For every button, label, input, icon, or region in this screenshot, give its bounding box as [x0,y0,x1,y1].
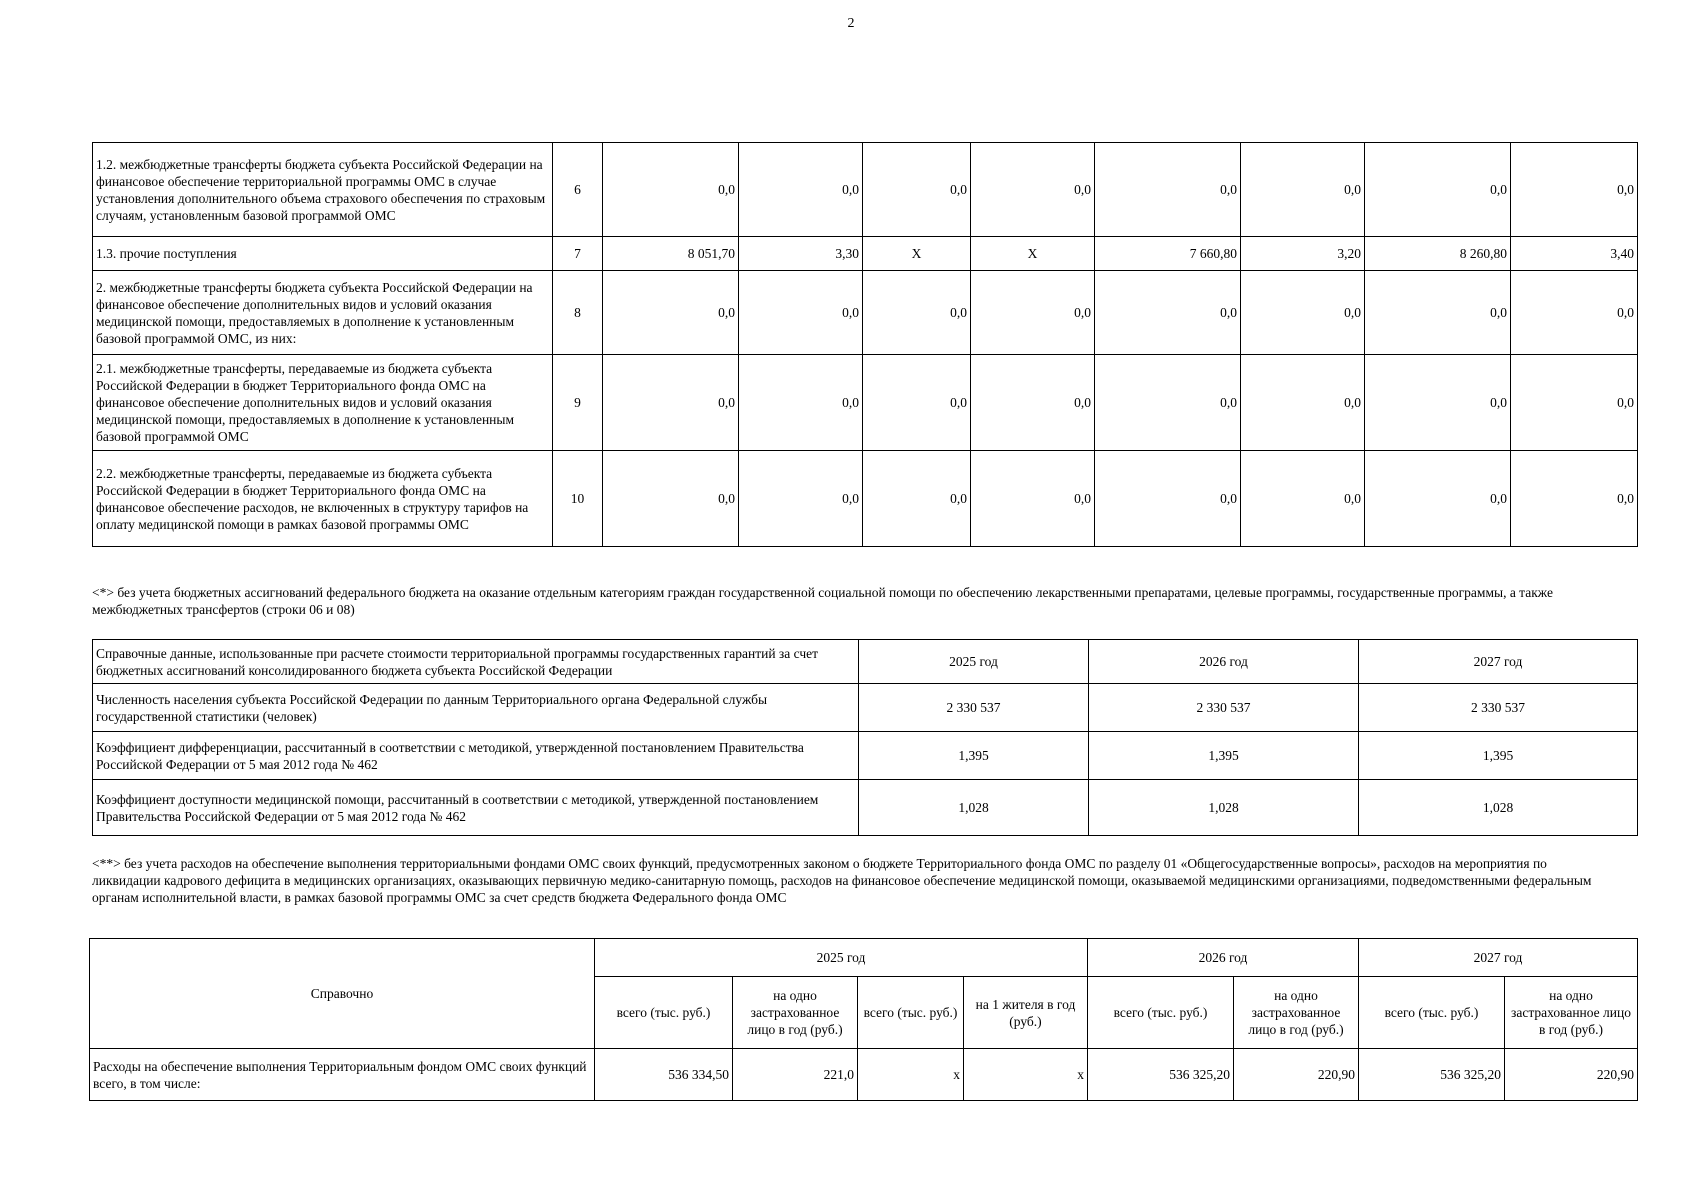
table-row [93,143,1638,237]
column-header: всего (тыс. руб.) [1359,977,1505,1049]
cell-value: 3,20 [1241,237,1365,271]
cell-value: 2 330 537 [1359,684,1638,732]
cell-value: 0,0 [1511,451,1638,547]
row-description: 1.3. прочие поступления [93,237,553,271]
cell-value: 3,40 [1511,237,1638,271]
cell-value: Х [971,237,1095,271]
table-row [93,271,1638,355]
year-header: 2027 год [1359,640,1638,684]
table-row [93,237,1638,271]
row-description: 2.2. межбюджетные трансферты, передаваемые из бюджета субъекта Российской Федерации в бюджет Территориального фонда ОМС на финансовое обеспечение расходов, не включенных в структуру тарифов на оплату медицинской помощи в рамках базовой программы ОМС [93,451,553,547]
cell-value: 8 260,80 [1365,237,1511,271]
table-row [93,451,1638,547]
column-header: на одно застрахованное лицо в год (руб.) [733,977,858,1049]
page-number: 2 [847,16,855,31]
cell-value: 8 051,70 [603,237,739,271]
year-header: 2027 год [1359,939,1638,977]
year-header: 2026 год [1088,939,1359,977]
cell-value: 1,028 [1089,780,1359,836]
cell-value: 536 334,50 [595,1049,733,1101]
cell-value: 0,0 [603,271,739,355]
cell-value: 220,90 [1234,1049,1359,1101]
row-number: 9 [553,355,603,451]
cell-value: 0,0 [603,143,739,237]
cell-value: 0,0 [603,355,739,451]
cell-value: 0,0 [1095,451,1241,547]
cell-value: 220,90 [1505,1049,1638,1101]
table-row [93,355,1638,451]
cell-value: х [858,1049,964,1101]
cell-value: 3,30 [739,237,863,271]
tfoms-expenses-table [89,938,1638,1101]
cell-value: 536 325,20 [1359,1049,1505,1101]
row-number: 8 [553,271,603,355]
row-description: Коэффициент доступности медицинской помощи, рассчитанный в соответствии с методикой, утвержденной постановлением Правительства Российской Федерации от 5 мая 2012 года № 462 [93,780,859,836]
column-header: всего (тыс. руб.) [1088,977,1234,1049]
cell-value: 1,395 [1089,732,1359,780]
footnote-2: <**> без учета расходов на обеспечение выполнения территориальными фондами ОМС своих функций, предусмотренных законом о бюджете Территориального фонда ОМС по разделу 01 «Общегосударственные вопросы», расходов на мероприятия по ликвидации кадрового дефицита в медицинских организациях, оказывающих первичную медико-санитарную помощь, расходов на финансовое обеспечение медицинской помощи, оказываемой медицинскими организациями, подведомственными федеральным органам исполнительной власти, в рамках базовой программы ОМС за счет средств бюджета Федерального фонда ОМС [92,856,1592,905]
table-title: Справочно [90,939,595,1049]
cell-value: 1,028 [859,780,1089,836]
cell-value: 0,0 [1365,271,1511,355]
footnote-1: <*> без учета бюджетных ассигнований федерального бюджета на оказание отдельным категориям граждан государственной социальной помощи по обеспечению лекарственными препаратами, целевые программы, государственные программы, а также межбюджетных трансфертов (строки 06 и 08) [92,585,1553,617]
table-row [93,732,1638,780]
table-header-row [90,939,1638,977]
cell-value: 0,0 [1095,143,1241,237]
cell-value: х [964,1049,1088,1101]
column-header: на 1 жителя в год (руб.) [964,977,1088,1049]
row-description: Численность населения субъекта Российской Федерации по данным Территориального органа Федеральной службы государственной статистики (человек) [93,684,859,732]
cell-value: 7 660,80 [1095,237,1241,271]
row-number: 6 [553,143,603,237]
cell-value: 0,0 [863,355,971,451]
row-description: Расходы на обеспечение выполнения Территориальным фондом ОМС своих функций всего, в том числе: [90,1049,595,1101]
cell-value: Х [863,237,971,271]
table-row [90,1049,1638,1101]
row-description: 1.2. межбюджетные трансферты бюджета субъекта Российской Федерации на финансовое обеспечение территориальной программы ОМС в случае установления дополнительного объема страхового обеспечения по страховым случаям, установленным базовой программой ОМС [93,143,553,237]
year-header: 2025 год [595,939,1088,977]
column-header: всего (тыс. руб.) [595,977,733,1049]
cell-value: 0,0 [971,271,1095,355]
cell-value: 0,0 [739,451,863,547]
table-header-row [93,640,1638,684]
reference-data-table [92,639,1638,836]
budget-transfers-table [92,142,1638,547]
table-row [93,684,1638,732]
cell-value: 1,028 [1359,780,1638,836]
cell-value: 0,0 [739,355,863,451]
table-row [93,780,1638,836]
cell-value: 0,0 [1095,271,1241,355]
row-description: 2. межбюджетные трансферты бюджета субъекта Российской Федерации на финансовое обеспечение дополнительных видов и условий оказания медицинской помощи, предоставляемых в дополнение к установленным базовой программой ОМС, из них: [93,271,553,355]
cell-value: 536 325,20 [1088,1049,1234,1101]
cell-value: 0,0 [1511,143,1638,237]
cell-value: 0,0 [1511,355,1638,451]
cell-value: 0,0 [1095,355,1241,451]
cell-value: 0,0 [863,451,971,547]
cell-value: 0,0 [971,355,1095,451]
cell-value: 2 330 537 [859,684,1089,732]
cell-value: 0,0 [971,451,1095,547]
year-header: 2026 год [1089,640,1359,684]
cell-value: 2 330 537 [1089,684,1359,732]
header-description: Справочные данные, использованные при расчете стоимости территориальной программы государственных гарантий за счет бюджетных ассигнований консолидированного бюджета субъекта Российской Федерации [93,640,859,684]
cell-value: 0,0 [1365,451,1511,547]
cell-value: 0,0 [739,271,863,355]
cell-value: 0,0 [603,451,739,547]
cell-value: 0,0 [971,143,1095,237]
row-description: Коэффициент дифференциации, рассчитанный в соответствии с методикой, утвержденной постановлением Правительства Российской Федерации от 5 мая 2012 года № 462 [93,732,859,780]
row-number: 10 [553,451,603,547]
cell-value: 0,0 [863,271,971,355]
cell-value: 0,0 [1511,271,1638,355]
cell-value: 0,0 [1241,271,1365,355]
cell-value: 1,395 [1359,732,1638,780]
column-header: всего (тыс. руб.) [858,977,964,1049]
cell-value: 1,395 [859,732,1089,780]
year-header: 2025 год [859,640,1089,684]
cell-value: 0,0 [863,143,971,237]
cell-value: 0,0 [739,143,863,237]
cell-value: 0,0 [1241,355,1365,451]
cell-value: 0,0 [1365,143,1511,237]
cell-value: 0,0 [1365,355,1511,451]
column-header: на одно застрахованное лицо в год (руб.) [1234,977,1359,1049]
cell-value: 221,0 [733,1049,858,1101]
row-number: 7 [553,237,603,271]
column-header: на одно застрахованное лицо в год (руб.) [1505,977,1638,1049]
cell-value: 0,0 [1241,451,1365,547]
row-description: 2.1. межбюджетные трансферты, передаваемые из бюджета субъекта Российской Федерации в бюджет Территориального фонда ОМС на финансовое обеспечение дополнительных видов и условий оказания медицинской помощи, предоставляемых в дополнение к установленным базовой программой ОМС [93,355,553,451]
cell-value: 0,0 [1241,143,1365,237]
